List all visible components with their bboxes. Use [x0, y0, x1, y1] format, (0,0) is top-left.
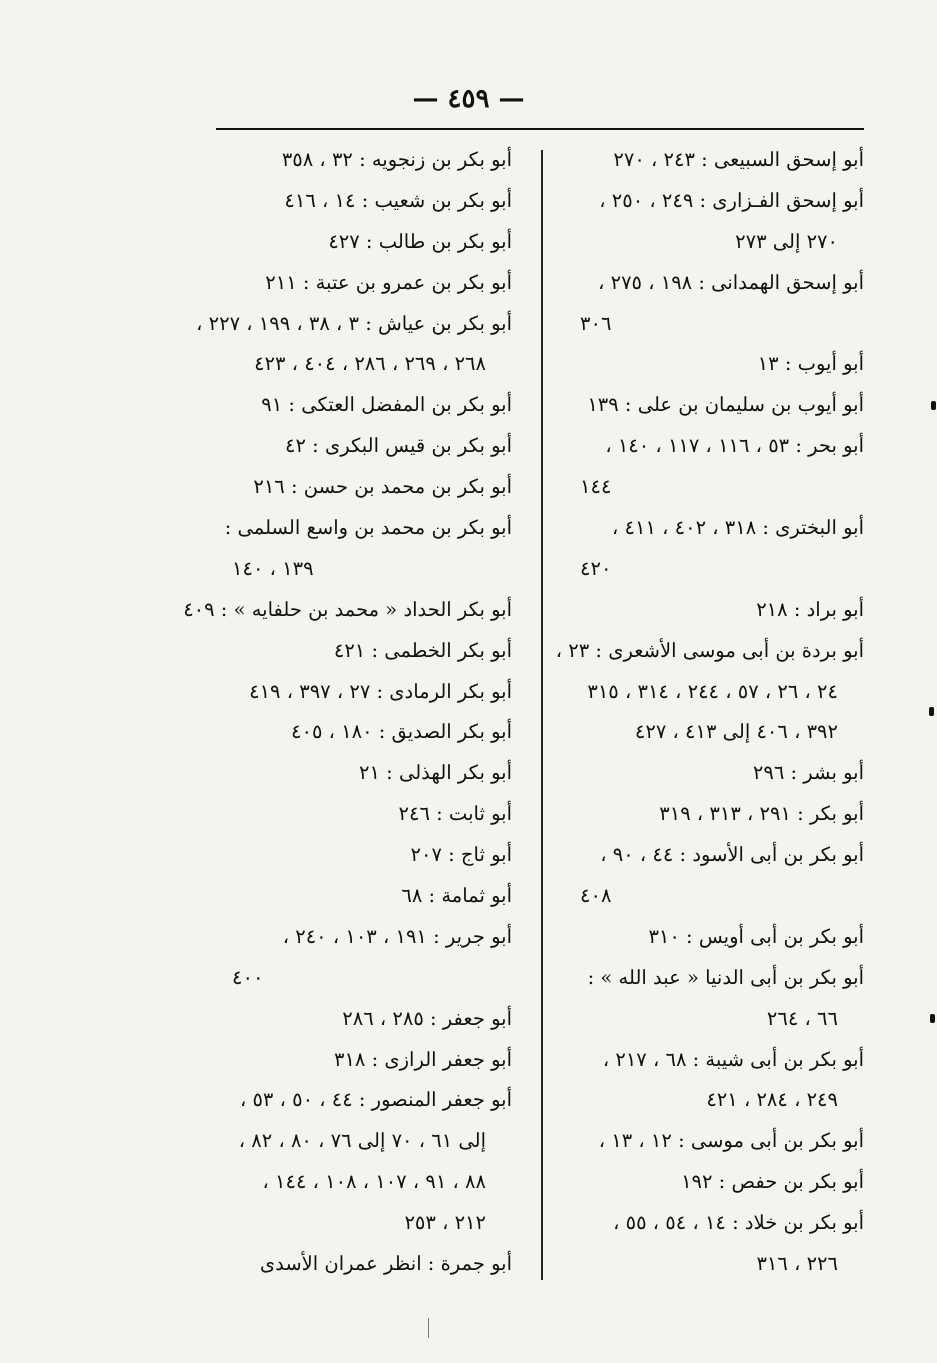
index-entry: أبو ثابت : ٢٤٦: [398, 802, 512, 826]
index-entry: إلى ٦١ ، ٧٠ إلى ٧٦ ، ٨٠ ، ٨٢ ،: [238, 1129, 486, 1153]
index-entry: ١٤٤: [580, 475, 612, 499]
index-column-right: [548, 140, 864, 1285]
index-entry: أبو بكر بن شعيب : ١٤ ، ٤١٦: [284, 188, 512, 212]
index-entry: أبو بكر بن أبى موسى : ١٢ ، ١٣ ،: [598, 1129, 864, 1153]
index-entry: أبو جعفر : ٢٨٥ ، ٢٨٦: [342, 1006, 512, 1030]
index-entry: ١٣٩ ، ١٤٠: [232, 556, 314, 580]
index-entry: أبو جعفر المنصور : ٤٤ ، ٥٠ ، ٥٣ ،: [239, 1088, 512, 1112]
index-entry: ٨٨ ، ٩١ ، ١٠٧ ، ١٠٨ ، ١٤٤ ،: [262, 1170, 486, 1194]
bottom-tick-mark: [428, 1318, 429, 1338]
index-entry: أبو إسحق الهمدانى : ١٩٨ ، ٢٧٥ ،: [598, 270, 864, 294]
index-entry: ٤٠٨: [580, 884, 612, 908]
index-entry: أبو بكر بن خلاد : ١٤ ، ٥٤ ، ٥٥ ،: [613, 1211, 864, 1235]
index-entry: أبو البخترى : ٣١٨ ، ٤٠٢ ، ٤١١ ،: [612, 516, 864, 540]
index-entry: أبو بكر بن أبى شيبة : ٦٨ ، ٢١٧ ،: [602, 1047, 864, 1071]
index-entry: ٣٩٢ ، ٤٠٦ إلى ٤١٣ ، ٤٢٧: [634, 720, 838, 744]
index-entry: أبو بحر : ٥٣ ، ١١٦ ، ١١٧ ، ١٤٠ ،: [605, 434, 864, 458]
index-entry: أبو بكر بن محمد بن واسع السلمى :: [224, 516, 512, 540]
index-entry: أبو بكر بن زنجويه : ٣٢ ، ٣٥٨: [281, 148, 512, 171]
index-entry: أبو بردة بن أبى موسى الأشعرى : ٢٣ ،: [555, 638, 864, 662]
index-entry: أبو بكر بن أبى الأسود : ٤٤ ، ٩٠ ،: [600, 843, 864, 867]
index-entry: ٢١٢ ، ٢٥٣: [404, 1211, 486, 1235]
page-number: — ٤٥٩ —: [412, 84, 525, 114]
index-entry: أبو إسحق السبيعى : ٢٤٣ ، ٢٧٠: [613, 148, 864, 171]
index-entry: أبو بكر بن حفص : ١٩٢: [681, 1170, 864, 1194]
index-column-left: [183, 140, 512, 1285]
index-entry: أبو أيوب بن سليمان بن على : ١٣٩: [587, 393, 864, 417]
index-entry: أبو جمرة : انظر عمران الأسدى: [259, 1252, 512, 1276]
index-entry: أبو بكر بن طالب : ٤٢٧: [328, 229, 512, 253]
index-entry: ٤٢٠: [580, 556, 612, 580]
index-entry: أبو بكر : ٢٩١ ، ٣١٣ ، ٣١٩: [659, 802, 864, 826]
index-entry: ٢٤٩ ، ٢٨٤ ، ٤٢١: [706, 1088, 838, 1112]
index-entry: أبو بكر بن المفضل العتكى : ٩١: [261, 393, 512, 417]
index-entry: أبو ثمامة : ٦٨: [401, 884, 512, 908]
index-entry: أبو ثاج : ٢٠٧: [410, 843, 512, 867]
index-entry: أبو بكر بن أبى الدنيا « عبد الله » :: [587, 965, 864, 989]
index-entry: أبو أيوب : ١٣: [757, 352, 864, 376]
index-entry: ٦٦ ، ٢٦٤: [766, 1006, 838, 1030]
index-entry: أبو بكر الحداد « محمد بن حلفايه » : ٤٠٩: [183, 597, 512, 621]
index-entry: أبو بكر بن محمد بن حسن : ٢١٦: [253, 475, 512, 499]
index-entry: أبو بكر بن أبى أويس : ٣١٠: [648, 924, 864, 948]
margin-mark: [931, 401, 936, 410]
index-entry: ٣٠٦: [580, 311, 612, 335]
header-rule: [216, 128, 864, 130]
index-entry: أبو بكر الخطمى : ٤٢١: [333, 638, 512, 662]
index-entry: أبو بكر الصديق : ١٨٠ ، ٤٠٥: [291, 720, 512, 744]
index-entry: ٤٠٠: [232, 965, 264, 989]
index-entry: أبو جعفر الرازى : ٣١٨: [333, 1047, 512, 1071]
column-divider: [541, 150, 543, 1280]
index-entry: ٢٧٠ إلى ٢٧٣: [735, 229, 838, 253]
margin-mark: [930, 1014, 935, 1023]
index-entry: ٢٢٦ ، ٣١٦: [756, 1252, 838, 1276]
index-entry: أبو بكر بن عياش : ٣ ، ٣٨ ، ١٩٩ ، ٢٢٧ ،: [196, 311, 512, 335]
index-entry: ٢٤ ، ٢٦ ، ٥٧ ، ٢٤٤ ، ٣١٤ ، ٣١٥: [587, 679, 838, 703]
index-entry: ٢٦٨ ، ٢٦٩ ، ٢٨٦ ، ٤٠٤ ، ٤٢٣: [254, 352, 486, 376]
index-entry: أبو بكر الهذلى : ٢١: [359, 761, 512, 785]
index-entry: أبو بشر : ٢٩٦: [752, 761, 864, 785]
index-entry: أبو براد : ٢١٨: [756, 597, 864, 621]
margin-mark: [929, 707, 934, 716]
index-entry: أبو بكر بن قيس البكرى : ٤٢: [285, 434, 512, 458]
index-entry: أبو إسحق الفـزارى : ٢٤٩ ، ٢٥٠ ،: [599, 188, 864, 212]
index-entry: أبو بكر بن عمرو بن عتبة : ٢١١: [265, 270, 512, 294]
index-entry: أبو بكر الرمادى : ٢٧ ، ٣٩٧ ، ٤١٩: [249, 679, 512, 703]
index-entry: أبو جرير : ١٩١ ، ١٠٣ ، ٢٤٠ ،: [282, 924, 512, 948]
